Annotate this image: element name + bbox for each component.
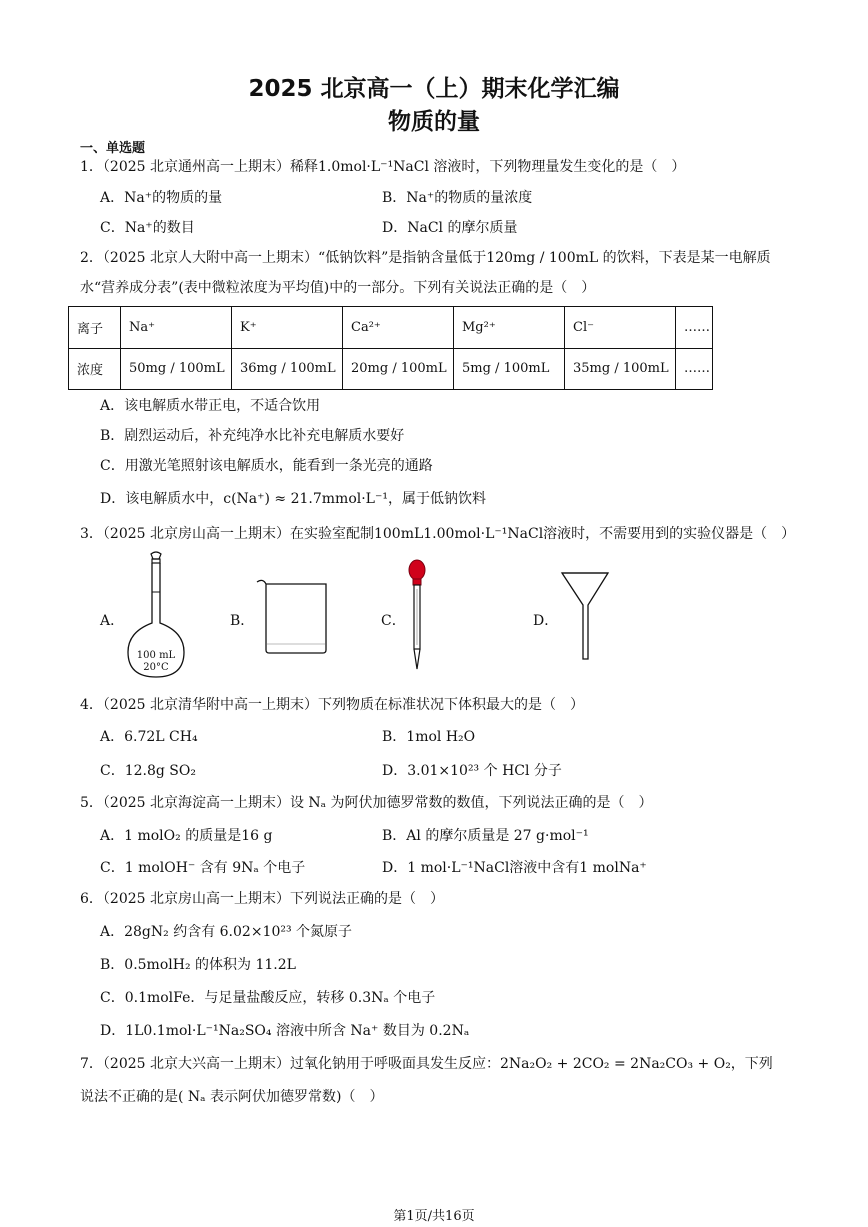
beaker-icon [253,574,333,656]
page-title: 2025 北京高一（上）期末化学汇编 [248,76,620,102]
page-number: 第1页/共16页 [393,1209,475,1224]
q1-option-a: A．Na⁺的物质的量 [100,190,223,206]
q4-option-a: A．6.72L CH₄ [100,729,198,745]
q2-option-b: B．剧烈运动后，补充纯净水比补充电解质水要好 [100,428,405,444]
table-cell: Na⁺ [121,307,232,349]
section-heading: 一、单选题 [80,141,146,156]
table-cell: Ca²⁺ [343,307,454,349]
question-1-stem: 1．（2025 北京通州高一上期末）稀释1.0mol·L⁻¹NaCl 溶液时，下列物理量发生变化的是（ ） [80,159,686,175]
question-4-stem: 4．（2025 北京清华附中高一上期末）下列物质在标准状况下体积最大的是（ ） [80,697,584,713]
table-cell: Cl⁻ [565,307,676,349]
q3-option-d-label: D． [533,613,559,629]
table-header-ion: 离子 [69,307,121,349]
table-cell: K⁺ [232,307,343,349]
dropper-icon [404,559,430,671]
q2-option-a: A．该电解质水带正电，不适合饮用 [100,398,321,414]
q4-option-b: B．1mol H₂O [382,729,476,745]
q6-option-b: B．0.5molH₂ 的体积为 11.2L [100,957,296,973]
page-subtitle: 物质的量 [388,109,480,135]
flask-volume-label: 100 mL [136,650,176,661]
question-2-stem-line1: 2．（2025 北京人大附中高一上期末）“低钠饮料”是指钠含量低于120mg / 100mL 的饮料，下表是某一电解质 [80,250,771,266]
q2-option-c: C．用激光笔照射该电解质水，能看到一条光亮的通路 [100,458,433,474]
question-7-stem-line1: 7．（2025 北京大兴高一上期末）过氧化钠用于呼吸面具发生反应：2Na₂O₂ + 2CO₂ = 2Na₂CO₃ + O₂，下列 [80,1056,773,1072]
flask-temperature-label: 20°C [143,662,169,673]
q6-option-c: C．0.1molFe．与足量盐酸反应，转移 0.3Nₐ 个电子 [100,990,436,1006]
q5-option-a: A．1 molO₂ 的质量是16 g [100,828,273,844]
question-6-stem: 6．（2025 北京房山高一上期末）下列说法正确的是（ ） [80,891,444,907]
funnel-icon [558,569,614,661]
question-3-stem: 3．（2025 北京房山高一上期末）在实验室配制100mL1.00mol·L⁻¹NaCl溶液时，不需要用到的实验仪器是（ ） [80,526,796,542]
q6-option-d: D．1L0.1mol·L⁻¹Na₂SO₄ 溶液中所含 Na⁺ 数目为 0.2Nₐ [100,1023,470,1039]
q5-option-d: D．1 mol·L⁻¹NaCl溶液中含有1 molNa⁺ [382,860,647,876]
question-2-stem-line2: 水“营养成分表”(表中微粒浓度为平均值)中的一部分。下列有关说法正确的是（ ） [80,280,596,296]
q4-option-d: D．3.01×10²³ 个 HCl 分子 [382,763,562,779]
table-cell: …… [676,348,713,390]
q1-option-b: B．Na⁺的物质的量浓度 [382,190,533,206]
q3-option-b-label: B． [230,613,255,629]
q1-option-d: D．NaCl 的摩尔质量 [382,220,518,236]
table-cell: 50mg / 100mL [121,348,232,390]
q2-option-d: D．该电解质水中，c(Na⁺) ≈ 21.7mmol·L⁻¹，属于低钠饮料 [100,491,486,507]
table-cell: 35mg / 100mL [565,348,676,390]
table-row [69,307,713,349]
question-7-stem-line2: 说法不正确的是( Nₐ 表示阿伏加德罗常数)（ ） [80,1089,384,1105]
table-cell: …… [676,307,713,349]
q5-option-c: C．1 molOH⁻ 含有 9Nₐ 个电子 [100,860,306,876]
q4-option-c: C．12.8g SO₂ [100,763,196,779]
ion-concentration-table [68,306,713,390]
table-cell: 20mg / 100mL [343,348,454,390]
question-5-stem: 5．（2025 北京海淀高一上期末）设 Nₐ 为阿伏加德罗常数的数值，下列说法正确的是（ ） [80,795,653,811]
q1-option-c: C．Na⁺的数目 [100,220,195,236]
table-header-concentration: 浓度 [69,348,121,390]
q3-option-c-label: C． [381,613,406,629]
q3-option-a-label: A． [100,613,125,629]
table-row [69,348,713,390]
q5-option-b: B．Al 的摩尔质量是 27 g·mol⁻¹ [382,828,589,844]
q6-option-a: A．28gN₂ 约含有 6.02×10²³ 个氮原子 [100,924,353,940]
table-cell: Mg²⁺ [454,307,565,349]
table-cell: 5mg / 100mL [454,348,565,390]
table-cell: 36mg / 100mL [232,348,343,390]
volumetric-flask-icon [122,550,194,680]
